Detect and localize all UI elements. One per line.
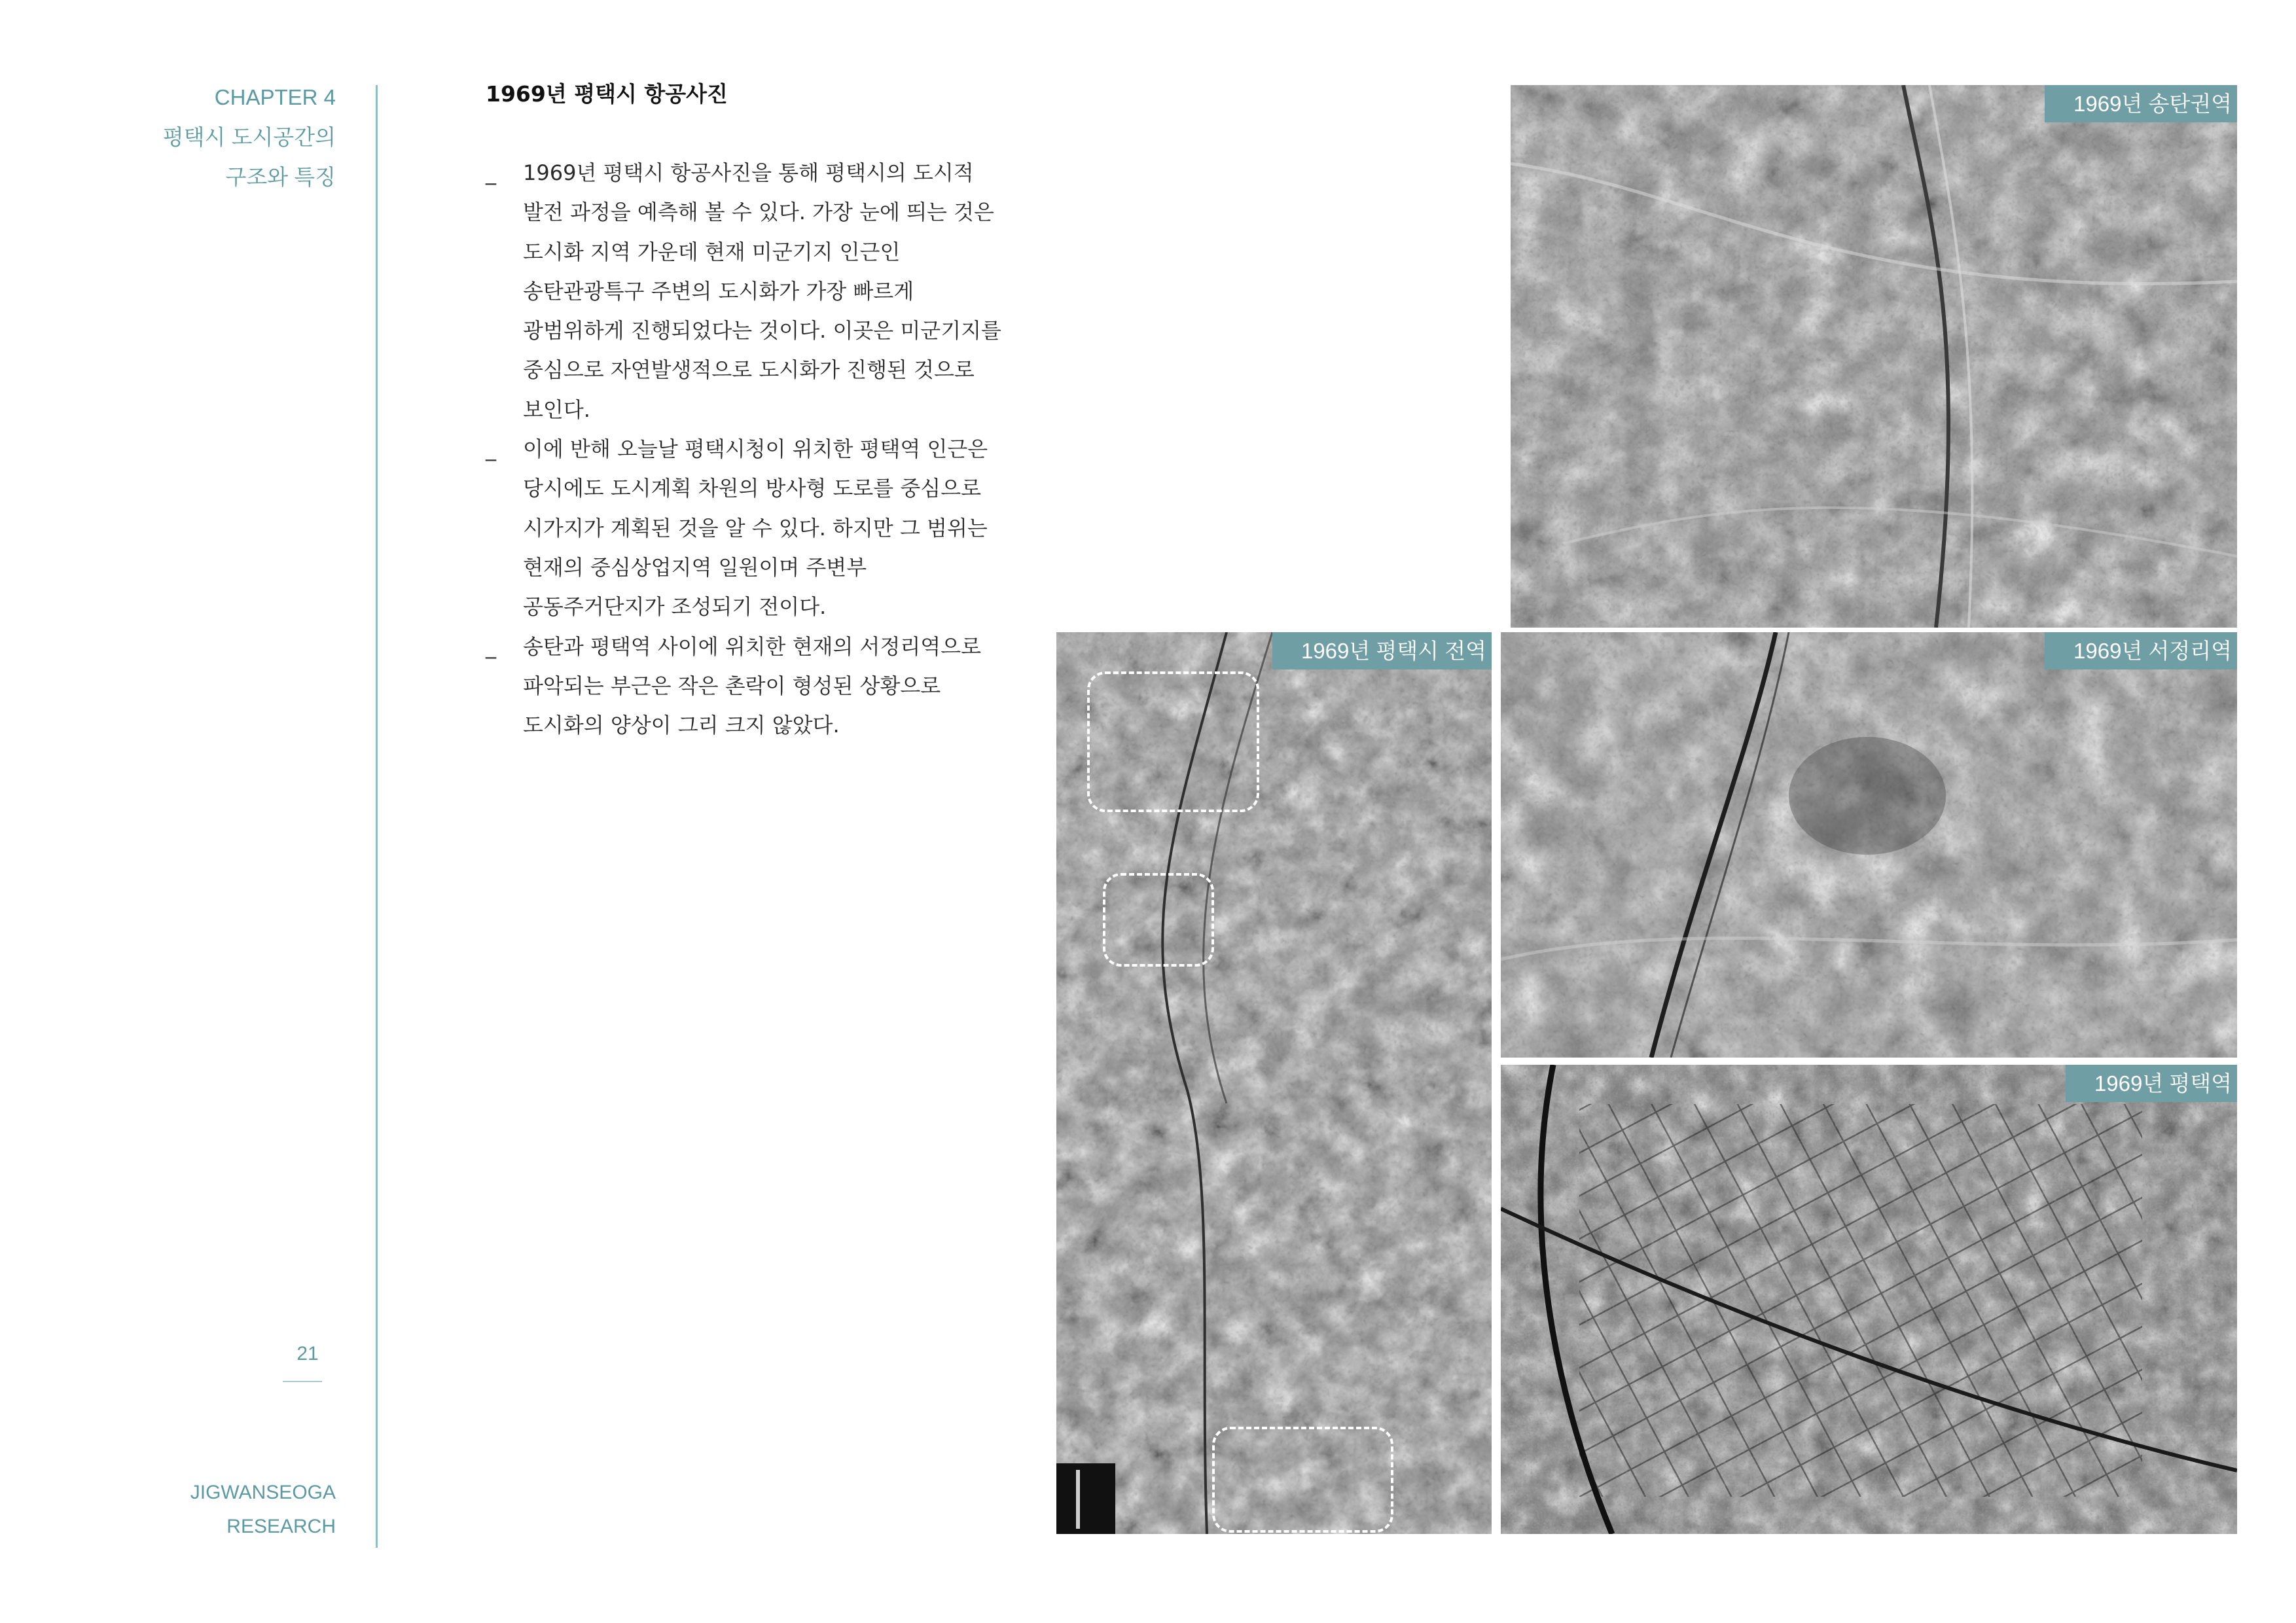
bullet-text: 1969년 평택시 항공사진을 통해 평택시의 도시적 발전 과정을 예측해 볼 수 있다. 가장 눈에 띄는 것은 도시화 지역 가운데 현재 미군기지 인근인 송탄관광특구 주변의 도시화가 가장 빠르게 광범위하게 진행되었다는 것이다. 이곳은 미군기지를 중심으로 자연발생적으로 도시화가 진행된 것으로 보인다. <box>523 160 1001 422</box>
aerial-photo-pyeongtaek-station <box>1501 1065 2237 1534</box>
bullet-marker: _ <box>486 437 496 462</box>
bullet-item <box>486 429 1022 626</box>
highlight-box-seojeong <box>1103 873 1214 967</box>
page-number-underline <box>283 1381 322 1382</box>
aerial-image-songtan <box>1511 85 2237 628</box>
aerial-image-pyeongtaek-station <box>1501 1065 2237 1534</box>
chapter-number: CHAPTER 4 <box>214 85 336 109</box>
page-number: 21 <box>296 1343 319 1364</box>
photo-label-songtan: 1969년 송탄권역 <box>2045 85 2237 122</box>
aerial-photo-seojeong <box>1501 632 2237 1058</box>
bullet-item <box>486 627 1022 745</box>
photo-label-pyeongtaek-station: 1969년 평택역 <box>2066 1065 2237 1102</box>
aerial-photo-full-city <box>1056 632 1492 1534</box>
chapter-title-line1: 평택시 도시공간의 <box>162 125 336 149</box>
chapter-title-line2: 구조와 특징 <box>225 165 336 189</box>
brand-line2: RESEARCH <box>226 1516 336 1537</box>
bullet-text: 송탄과 평택역 사이에 위치한 현재의 서정리역으로 파악되는 부근은 작은 촌락이 형성된 상황으로 도시화의 양상이 그리 크지 않았다. <box>523 633 982 738</box>
bullet-text: 이에 반해 오늘날 평택시청이 위치한 평택역 인근은 당시에도 도시계획 차원의 방사형 도로를 중심으로 시가지가 계획된 것을 알 수 있다. 하지만 그 범위는 현재의 중심상업지역 일원이며 주변부 공동주거단지가 조성되기 전이다. <box>523 437 988 620</box>
highlight-box-songtan <box>1087 671 1259 812</box>
margin-divider <box>376 85 378 1548</box>
bullet-list <box>486 153 1022 745</box>
photo-label-seojeong: 1969년 서정리역 <box>2045 632 2237 669</box>
chapter-heading <box>163 77 336 197</box>
aerial-photo-songtan <box>1511 85 2237 628</box>
photo-label-full-city: 1969년 평택시 전역 <box>1272 632 1492 669</box>
bullet-marker: _ <box>486 633 496 659</box>
section-title: 1969년 평택시 항공사진 <box>486 81 728 107</box>
highlight-box-station <box>1212 1427 1393 1533</box>
publisher-brand <box>190 1476 336 1544</box>
brand-line1: JIGWANSEOGA <box>190 1482 336 1503</box>
aerial-image-seojeong <box>1501 632 2237 1058</box>
bullet-item <box>486 153 1022 429</box>
bullet-marker: _ <box>486 160 496 185</box>
